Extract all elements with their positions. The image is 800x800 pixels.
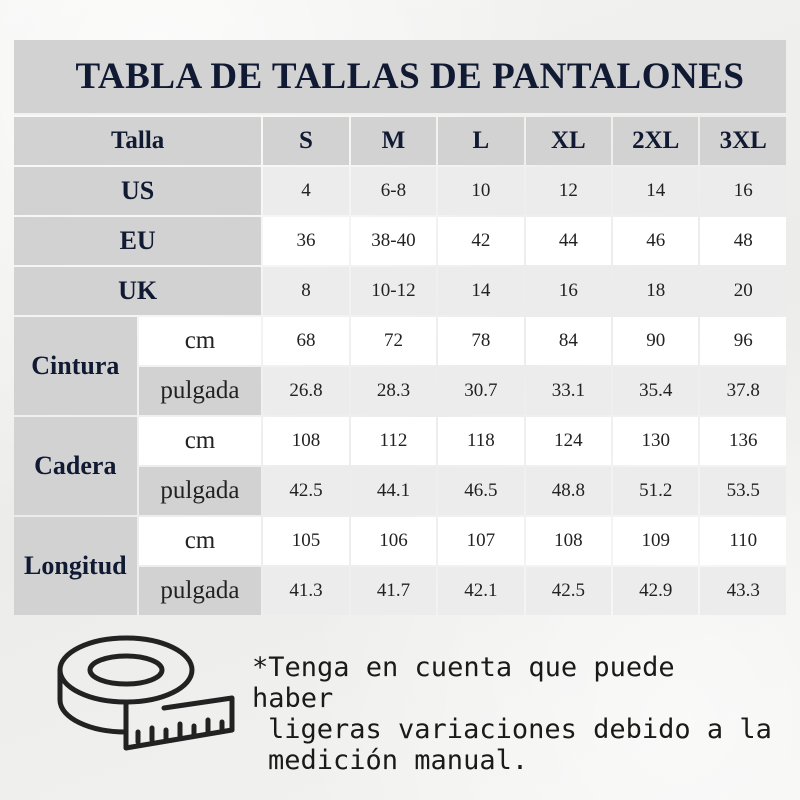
- table-cell: 136: [700, 417, 786, 465]
- table-cell: 10-12: [351, 267, 436, 315]
- group-label-longitud: Longitud: [14, 517, 137, 615]
- table-cell: 38-40: [351, 217, 436, 265]
- group-label-cadera: Cadera: [14, 417, 137, 515]
- table-cell: 10: [438, 167, 523, 215]
- table-cell: 14: [438, 267, 523, 315]
- table-cell: 26.8: [263, 367, 348, 415]
- row-label-uk: UK: [14, 267, 261, 315]
- note-line-3: medición manual.: [268, 745, 529, 776]
- size-header-l: L: [438, 117, 523, 165]
- table-cell: 46.5: [438, 467, 523, 515]
- table-cell: 68: [263, 317, 348, 365]
- table-cell: 18: [613, 267, 698, 315]
- table-cell: 16: [700, 167, 786, 215]
- table-cell: 72: [351, 317, 436, 365]
- table-cell: 53.5: [700, 467, 786, 515]
- size-header-m: M: [351, 117, 436, 165]
- table-cell: 44: [526, 217, 611, 265]
- table-cell: 112: [351, 417, 436, 465]
- measurement-note: [252, 652, 772, 776]
- table-cell: 37.8: [700, 367, 786, 415]
- size-chart: [14, 40, 786, 617]
- row-label-eu: EU: [14, 217, 261, 265]
- size-header-label: Talla: [14, 117, 261, 165]
- table-cell: 105: [263, 517, 348, 565]
- table-cell: 106: [351, 517, 436, 565]
- table-cell: 6-8: [351, 167, 436, 215]
- size-header-2xl: 2XL: [613, 117, 698, 165]
- table-cell: 96: [700, 317, 786, 365]
- unit-label: cm: [139, 317, 262, 365]
- table-cell: 110: [700, 517, 786, 565]
- measuring-tape-icon: [56, 630, 236, 760]
- row-label-us: US: [14, 167, 261, 215]
- unit-label: pulgada: [139, 367, 262, 415]
- table-cell: 108: [526, 517, 611, 565]
- unit-label: pulgada: [139, 467, 262, 515]
- table-row: [14, 217, 786, 265]
- title-bar: [14, 40, 786, 115]
- table-cell: 84: [526, 317, 611, 365]
- table-cell: 42: [438, 217, 523, 265]
- size-header-s: S: [263, 117, 348, 165]
- table-cell: 28.3: [351, 367, 436, 415]
- table-cell: 90: [613, 317, 698, 365]
- note-line-2: ligeras variaciones debido a la: [268, 714, 772, 745]
- table-cell: 16: [526, 267, 611, 315]
- table-cell: 124: [526, 417, 611, 465]
- table-row: [14, 517, 786, 565]
- table-cell: 109: [613, 517, 698, 565]
- table-cell: 51.2: [613, 467, 698, 515]
- table-row: [14, 267, 786, 315]
- table-cell: 14: [613, 167, 698, 215]
- unit-label: cm: [139, 517, 262, 565]
- table-cell: 48.8: [526, 467, 611, 515]
- table-cell: 108: [263, 417, 348, 465]
- table-cell: 44.1: [351, 467, 436, 515]
- table-cell: 12: [526, 167, 611, 215]
- table-cell: 107: [438, 517, 523, 565]
- table-cell: 20: [700, 267, 786, 315]
- table-cell: 8: [263, 267, 348, 315]
- table-cell: 30.7: [438, 367, 523, 415]
- table-cell: 43.3: [700, 567, 786, 615]
- size-table: [12, 115, 788, 617]
- note-line-1: *Tenga en cuenta que puede haber: [252, 652, 675, 714]
- table-cell: 130: [613, 417, 698, 465]
- size-header-3xl: 3XL: [700, 117, 786, 165]
- table-cell: 41.3: [263, 567, 348, 615]
- table-row: [14, 417, 786, 465]
- table-cell: 41.7: [351, 567, 436, 615]
- table-cell: 42.1: [438, 567, 523, 615]
- table-cell: 78: [438, 317, 523, 365]
- group-label-cintura: Cintura: [14, 317, 137, 415]
- table-cell: 36: [263, 217, 348, 265]
- unit-label: cm: [139, 417, 262, 465]
- table-cell: 42.9: [613, 567, 698, 615]
- header-row: [14, 117, 786, 165]
- table-cell: 46: [613, 217, 698, 265]
- table-row: [14, 167, 786, 215]
- chart-title: TABLA DE TALLAS DE PANTALONES: [75, 56, 745, 97]
- size-header-xl: XL: [526, 117, 611, 165]
- table-cell: 42.5: [526, 567, 611, 615]
- table-cell: 48: [700, 217, 786, 265]
- table-cell: 4: [263, 167, 348, 215]
- table-row: [14, 317, 786, 365]
- table-cell: 33.1: [526, 367, 611, 415]
- table-cell: 35.4: [613, 367, 698, 415]
- unit-label: pulgada: [139, 567, 262, 615]
- table-cell: 42.5: [263, 467, 348, 515]
- table-cell: 118: [438, 417, 523, 465]
